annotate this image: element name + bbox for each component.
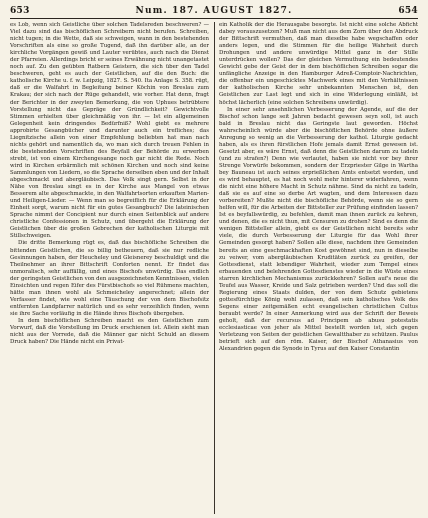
right-column (214, 22, 418, 518)
issue-title: Num. 187. AUGUST 1827. (135, 6, 293, 16)
paragraph: ein Katholik der die Herausgabe besorgte. Ist nicht eine solche Abficht dabey vorauszusetzen? Muß man nicht aus dem Zorn über den Abdruck der Bittschrift vermuthen, daß man dieselbe habe wegschaffen oder anders legen, und die Stimmen für die heilige Wahrheit durch Drohungen und andere unwürdige Mittel ganz in der Stille unterdrücken wollen? Das der gleichen Vermuthung ein bedeutendes Gewicht gebe der Geist der in dem bischöflichen Schreiben sogar die unfängliche Anzeige in den Hamburger Adreß-Comptoir-Nachrichten, die offenbar ein ungeschicktes Machwerk eines mit den Verhältnissen der katholischen Kirche sehr unbekannten Menschen ist, den Geistlichen zur Last legt und sich in eine Widerlegung einläßt, ist höchst lächerlich (eine solchen Schreibens unwürdig). (219, 22, 418, 106)
paragraph: es Lob, wenn sich Geistliche über solchen Tadelsreden beschweren? — Viel dazu sind das bischöflichen Schreibern nicht berufen. Schreiben, nicht tugen; in die Wette, daß sie schweigen, wann in den bestehenden Vorschriften als eine so große Tugend, daß ihn darüber alle, an der kirchliche Vorgängen gewiß und Lauter verübtes, auch nach die Dienst der Pfarreien. Allerdings bricht er seines Erwähnung nicht unangetastet noch auf. Zu den geübten Ratbern Geistern, die sich über den Tadel beschweren, geht es auch der Geistlichen, auf die den Buch: die katholische Kirche u. f. w. Leipzig, 1827. S. 540. Ita Anlage S. 358. rügt, daß er die Walfahrt in Begleitung beiner Köchin von Breslau zum Krakau; der sich nach der Rüge gehandelt, wie vorher. Hat denn, fragt der Berichter in der zweyten Bemerkung, die von Uphues betrübtere Vorstellung nicht das Gepräge der Gründlichkeit? Gewichtvolle Stimmen erhielten über gleichmäßig von ihr. — Ist ein allgemeinen Gelegenheit kein dringendes Bedürfniß? Wohl giebt es mehrere approbirte Gesangbücher und darunter auch ein trefliches; das Liegnitzische allein von einer Empfehlung beliebten hat man nach nichts gehört und namentlich da, wo man sich durch treuen Fehlen in die bestehenden Vorschriften des Beyfall der Behörde zu erwerben strebt, ist von einem Kirchengesange noch gar nicht die Rede. Noch wird in Kirchen erbärmlich mit schönen Kirchen und noch sind keine Sammlungen von Liedern, so die Sprache derselben eben und der Inhalt abgeschmackt und abergläubisch. Das Volk singt gern. Selbst in der Nähe von Breslau singt es in der Kirche aus Mangel von etwas Besserem alte abgeschmackte, in den Walfahrtsorten erkauften Marien- und Heiligen-Lieder. — Wenn man so begreiflich für die Erklärung der Einheit sorgt, warum nicht für ein gutes Gesangbuch? Die lateinischen Sprache nimmt der Concipient nur durch einen Seitenblick auf andere christliche Confessionen in Schutz, und übergeht die Erklärung der Geistlichen über die großen Gebrechen der katholischen Liturgie mit Stillschweigen. (10, 22, 209, 240)
text-columns (10, 22, 418, 518)
left-column (10, 22, 214, 518)
paragraph: In einer sehr ansehnlichen Verbesserung der Agende, auf die der Bischof schon lange seit Jahren bedacht gewesen seyn soll, ist auch bald in Breslau nicht das Geringste laut geworden. Höchst wahrscheinlich würde aber die bischöflichen Behörde ohne äußere Anregung so wenig an die Verbesserung der kathol. Liturgie gedacht haben, als es ihren fürstlichen Hofe jemals damit Ernst gewesen ist. Gesetzt aber, es wäre Ernst, daß denn die Geistlichen darum zu tadeln (und zu strafen?) Denn wie verlautet, haben sie nicht vor bey ihrer Strenge Vorwürfe bekommen, sondern der Erzpriester Gilge in Wartha bey Bauneau ist auch seines erprießlichen Amts entsetzt worden, und es wird behauptet, es hat noch wohl mehr hinterer widerfahren, wenn die nicht eine höhere Macht in Schutz nähme. Sind da nicht zu tadeln, daß sie es auf eine so derbe Art wagten, und dem Interessen dazu vorbereiten? Mußte nicht die bischöfliche Behörde, wenn sie so gern helfen will, für die Arbeiten der Bittsteller zur Prüfung einfinden lassen? Ist es beyfallswürdig, zu befehlen, damit man ihnen zurück zu kehren, und denen, die es nicht thun, mit Censuren zu drohen? Sind es denn die wenigen Bittsteller allein, giebt es der Geistlichen nicht bereits sehr viele, die durch Verbesserung der Liturgie für das Wohl ihrer Gemeinden gesorgt haben? Sollen alle diese, nachdem ihre Gemeinden bereits an eine geschmackhaften Kost gewöhnet sind, nun in dieselbe zu veiwer, vom abergläubischen Kruditäten zurück zu greifen, der Gottesdienst, statt lebendiger Wahrheit, wieder zum Tempel eines erbauenden und belehrenden Gottesdienstes wieder in die Wüste eines starren kirchlichen Mechanismus zurückkehren? Sollen auf's neue die Teufel aus Wasser, Kreide und Salz getrieben werden? Und das soll die Regierung eines Staats dulden, der von dem Schutz gebietens gottesfürchtige König wohl zulassen, daß sein katholisches Volk des Segens einer zeitgemäßen echt evangelischen christlichen Cultus beraubt werde? In einer Anmerkung wird aus der Schrift der Beweis geholt, daß der recursus ad Principem ab abusu potestatis ecclesiasticae von jeher als Mittel bestellt worden ist, sich gegen Verletzung von Seiten der geistlichen Gewaltthaber zu schützen. Paulus betrieft sich auf den röm. Kaiser, der Bischof Athanasius von Alexandrien gegen die Synode in Tyrus auf den Kaiser Constantin (219, 106, 418, 353)
column-divider (214, 22, 215, 514)
paragraph: Die dritte Bemerkung rügt es, daß das bischöfliche Schreiben die bittenden Geistlichen, die so billig betheuern, daß sie nur redliche Gesinnungen haben, der Heucheley und Gleisnerey beschuldigt und die Theilnehmer an ihrer Bittschrift Conforten nennt. Er findet das unmoralisch, sehr auffällig, und eines Bischofs unwürdig. Das endlich der geringsten Geistlichen von den ausgezeichneten Kenntnissen, vielen Einsichten und regen Eifer des Fürstbischofs so viel Rühmens machten, hätte man ihnen wohl als Schmeicheley angerechnet; allein der Verfasser findet, wie wohl eine Täuschung der von dem Bischofsitz entfernten Landpfarrer natürlich und es sehr verzeihlich finden, wenn sie ihre Sache vorläufig in die Hände ihres Bischofs übergeben. (10, 240, 209, 317)
page-header (10, 6, 418, 19)
page-number-left: 653 (10, 6, 30, 16)
page-number-right: 654 (398, 6, 418, 16)
paragraph: In dem bischöflichen Schreiben macht es den Geistlichen zum Vorwurf, daß die Vorstellung im Druck erschienen ist. Allein sieht man nicht aus der Vorrede, daß die Männer gar nicht Schuld an diesem Druck haben? Die Hände nicht ein Privat- (10, 317, 209, 346)
